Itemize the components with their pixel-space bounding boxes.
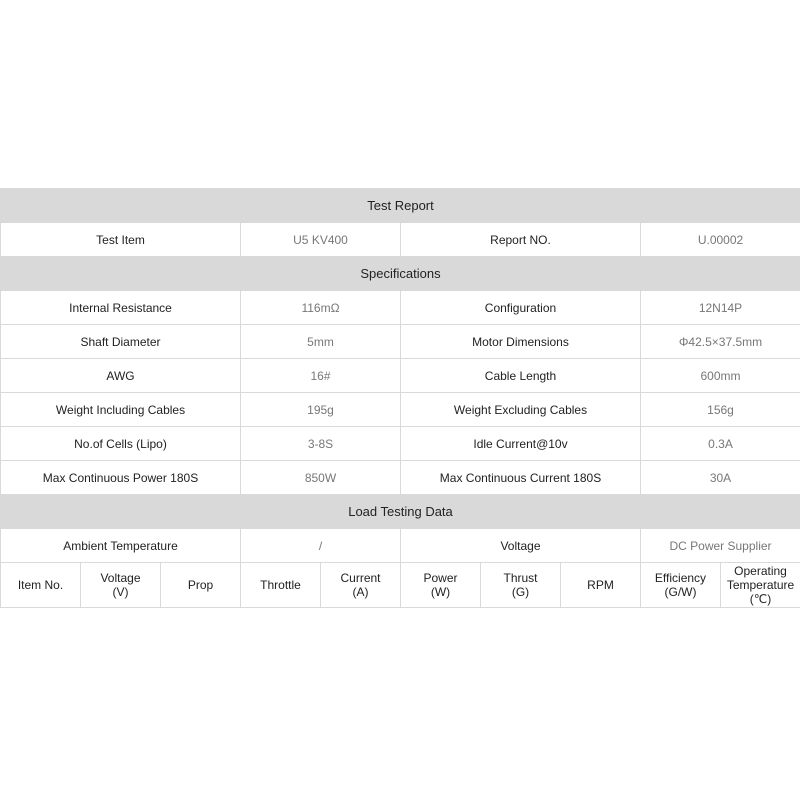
- spec-value: 5mm: [241, 325, 401, 359]
- spec-row: [1, 427, 800, 461]
- ambient-temperature-label: Ambient Temperature: [1, 529, 241, 563]
- load-columns-header-row: [1, 563, 800, 608]
- spec-value: 156g: [641, 393, 800, 427]
- specifications-title-row: [1, 257, 800, 291]
- load-testing-title-row: [1, 495, 800, 529]
- column-header: Prop: [161, 563, 241, 608]
- load-testing-title: Load Testing Data: [1, 495, 800, 529]
- spec-label: Idle Current@10v: [401, 427, 641, 461]
- report-title-row: [1, 189, 800, 223]
- spec-label: Shaft Diameter: [1, 325, 241, 359]
- spec-label: Max Continuous Current 180S: [401, 461, 641, 495]
- spec-label: Configuration: [401, 291, 641, 325]
- spec-row: [1, 393, 800, 427]
- voltage-label: Voltage: [401, 529, 641, 563]
- spec-row: [1, 291, 800, 325]
- column-header: Voltage (V): [81, 563, 161, 608]
- spec-value: 195g: [241, 393, 401, 427]
- spec-label: Weight Excluding Cables: [401, 393, 641, 427]
- ambient-row: [1, 529, 800, 563]
- spec-value: 850W: [241, 461, 401, 495]
- report-title: Test Report: [1, 189, 800, 223]
- spec-label: Weight Including Cables: [1, 393, 241, 427]
- ambient-temperature-value: /: [241, 529, 401, 563]
- test-item-value: U5 KV400: [241, 223, 401, 257]
- spec-label: No.of Cells (Lipo): [1, 427, 241, 461]
- spec-row: [1, 359, 800, 393]
- spec-label: Max Continuous Power 180S: [1, 461, 241, 495]
- column-header: Efficiency (G/W): [641, 563, 721, 608]
- spec-label: Cable Length: [401, 359, 641, 393]
- spec-label: AWG: [1, 359, 241, 393]
- spec-row: [1, 461, 800, 495]
- test-item-row: [1, 223, 800, 257]
- report-no-value: U.00002: [641, 223, 800, 257]
- spec-row: [1, 325, 800, 359]
- column-header: Thrust (G): [481, 563, 561, 608]
- test-report-table: [0, 188, 800, 608]
- column-header: RPM: [561, 563, 641, 608]
- column-header: Power (W): [401, 563, 481, 608]
- spec-value: 116mΩ: [241, 291, 401, 325]
- spec-label: Motor Dimensions: [401, 325, 641, 359]
- voltage-value: DC Power Supplier: [641, 529, 800, 563]
- spec-value: 3-8S: [241, 427, 401, 461]
- spec-value: 16#: [241, 359, 401, 393]
- column-header: Throttle: [241, 563, 321, 608]
- spec-value: 12N14P: [641, 291, 800, 325]
- column-header: Current (A): [321, 563, 401, 608]
- spec-value: 0.3A: [641, 427, 800, 461]
- spec-label: Internal Resistance: [1, 291, 241, 325]
- column-header: Operating Temperature (℃): [721, 563, 800, 608]
- report-no-label: Report NO.: [401, 223, 641, 257]
- spec-value: Φ42.5×37.5mm: [641, 325, 800, 359]
- spec-value: 30A: [641, 461, 800, 495]
- spec-value: 600mm: [641, 359, 800, 393]
- test-item-label: Test Item: [1, 223, 241, 257]
- column-header: Item No.: [1, 563, 81, 608]
- specifications-title: Specifications: [1, 257, 800, 291]
